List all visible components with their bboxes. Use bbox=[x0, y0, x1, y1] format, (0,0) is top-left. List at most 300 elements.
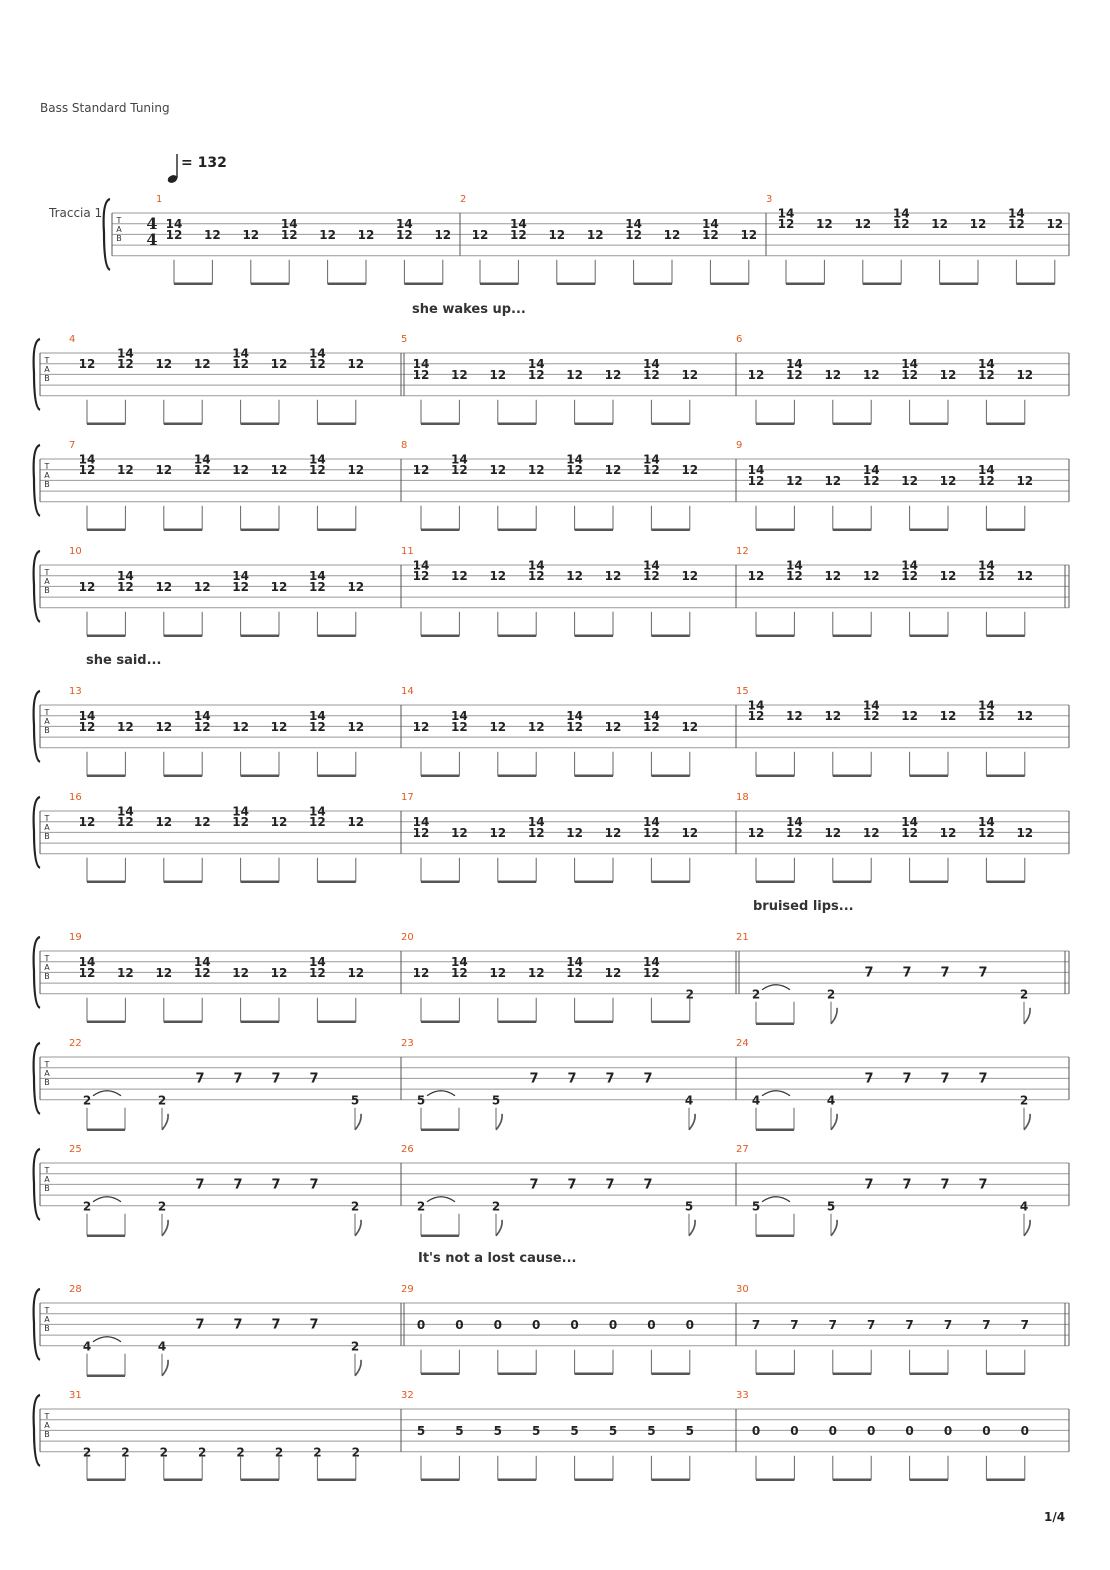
fret-number: 14 bbox=[892, 206, 910, 221]
fret-number: 12 bbox=[232, 965, 249, 980]
fret-number: 12 bbox=[489, 367, 507, 382]
tab-clef-letter: T bbox=[116, 216, 122, 225]
fret-number: 12 bbox=[489, 463, 507, 478]
fret-number: 12 bbox=[747, 709, 765, 724]
fret-number: 14 bbox=[643, 357, 660, 372]
system-brace bbox=[34, 691, 40, 762]
fret-number: 12 bbox=[892, 217, 910, 232]
fret-number: 14 bbox=[643, 955, 660, 970]
fret-number: 12 bbox=[309, 815, 326, 830]
measure-number: 11 bbox=[401, 546, 414, 557]
fret-number: 0 bbox=[905, 1423, 914, 1438]
fret-number: 2 bbox=[751, 987, 761, 1002]
fret-number: 12 bbox=[155, 463, 173, 478]
fret-number: 14 bbox=[117, 346, 134, 361]
fret-number: 12 bbox=[862, 367, 880, 382]
fret-number: 14 bbox=[527, 558, 545, 573]
fret-number: 2 bbox=[198, 1445, 207, 1460]
fret-number: 12 bbox=[117, 719, 134, 734]
measure-number: 30 bbox=[736, 1284, 749, 1295]
fret-number: 12 bbox=[777, 217, 795, 232]
fret-number: 12 bbox=[347, 719, 365, 734]
fret-number: 12 bbox=[270, 579, 288, 594]
fret-number: 12 bbox=[270, 719, 288, 734]
fret-number: 12 bbox=[862, 709, 880, 724]
fret-number: 7 bbox=[790, 1317, 799, 1332]
eighth-rest: 7 bbox=[643, 1071, 653, 1087]
fret-number: 12 bbox=[232, 357, 249, 372]
fret-number: 14 bbox=[232, 346, 249, 361]
fret-number: 12 bbox=[681, 719, 699, 734]
fret-number: 14 bbox=[412, 558, 430, 573]
fret-number: 12 bbox=[527, 719, 545, 734]
tab-clef-letter: B bbox=[44, 480, 50, 489]
fret-number: 12 bbox=[510, 227, 527, 242]
eighth-rest: 7 bbox=[940, 1071, 950, 1087]
fret-number: 12 bbox=[747, 367, 765, 382]
fret-number: 12 bbox=[412, 825, 430, 840]
tempo-marking: = 132 bbox=[181, 155, 227, 171]
eighth-rest: 7 bbox=[567, 1071, 577, 1087]
fret-number: 2 bbox=[274, 1445, 284, 1460]
lyric-text: she wakes up... bbox=[412, 302, 526, 317]
tab-clef-letter: B bbox=[44, 726, 50, 735]
fret-number: 12 bbox=[242, 227, 260, 242]
fret-number: 2 bbox=[491, 1199, 501, 1214]
eighth-rest: 7 bbox=[529, 1071, 539, 1087]
fret-number: 14 bbox=[78, 955, 96, 970]
eighth-rest: 7 bbox=[940, 1177, 950, 1193]
time-signature-bottom: 4 bbox=[146, 230, 158, 249]
fret-number: 12 bbox=[117, 463, 134, 478]
fret-number: 12 bbox=[117, 815, 134, 830]
fret-number: 2 bbox=[350, 1199, 360, 1214]
tab-clef-letter: A bbox=[44, 365, 50, 374]
fret-number: 12 bbox=[270, 463, 288, 478]
fret-number: 12 bbox=[702, 227, 719, 242]
fret-number: 14 bbox=[625, 217, 642, 232]
fret-number: 14 bbox=[978, 558, 995, 573]
fret-number: 12 bbox=[786, 569, 803, 584]
fret-number: 14 bbox=[643, 709, 660, 724]
measure-number: 21 bbox=[736, 932, 749, 943]
tab-clef-letter: T bbox=[44, 568, 50, 577]
fret-number: 12 bbox=[155, 579, 173, 594]
fret-number: 14 bbox=[309, 709, 326, 724]
fret-number: 0 bbox=[647, 1317, 656, 1332]
measure-number: 15 bbox=[736, 686, 749, 697]
fret-number: 2 bbox=[121, 1445, 130, 1460]
fret-number: 12 bbox=[412, 569, 430, 584]
tab-clef-letter: T bbox=[44, 1060, 50, 1069]
fret-number: 12 bbox=[901, 473, 918, 488]
measure-number: 24 bbox=[736, 1038, 749, 1049]
fret-number: 0 bbox=[943, 1423, 953, 1438]
fret-number: 2 bbox=[159, 1445, 168, 1460]
fret-number: 12 bbox=[566, 367, 583, 382]
measure-number: 6 bbox=[736, 334, 743, 345]
eighth-flag bbox=[355, 1220, 361, 1236]
fret-number: 14 bbox=[527, 357, 545, 372]
fret-number: 5 bbox=[751, 1199, 761, 1214]
fret-number: 5 bbox=[608, 1423, 618, 1438]
fret-number: 12 bbox=[978, 367, 995, 382]
page-number: 1/4 bbox=[1044, 1510, 1066, 1524]
fret-number: 0 bbox=[867, 1423, 876, 1438]
fret-number: 14 bbox=[566, 709, 583, 724]
fret-number: 14 bbox=[193, 955, 211, 970]
fret-number: 12 bbox=[309, 357, 326, 372]
system-brace bbox=[34, 1289, 40, 1360]
measure-number: 17 bbox=[401, 792, 414, 803]
tab-clef-letter: B bbox=[44, 1078, 50, 1087]
fret-number: 12 bbox=[232, 463, 249, 478]
fret-number: 12 bbox=[78, 965, 96, 980]
fret-number: 12 bbox=[270, 815, 288, 830]
measure-number: 28 bbox=[69, 1284, 82, 1295]
fret-number: 12 bbox=[396, 227, 413, 242]
fret-number: 12 bbox=[527, 965, 545, 980]
fret-number: 0 bbox=[982, 1423, 991, 1438]
tab-clef-letter: T bbox=[44, 1306, 50, 1315]
fret-number: 5 bbox=[684, 1199, 694, 1214]
fret-number: 12 bbox=[1016, 709, 1034, 724]
tuning-label: Bass Standard Tuning bbox=[40, 101, 170, 115]
fret-number: 14 bbox=[117, 804, 134, 819]
fret-number: 14 bbox=[862, 463, 880, 478]
fret-number: 12 bbox=[193, 965, 211, 980]
fret-number: 5 bbox=[491, 1093, 501, 1108]
eighth-rest: 7 bbox=[309, 1317, 319, 1333]
fret-number: 7 bbox=[943, 1317, 953, 1332]
fret-number: 14 bbox=[978, 815, 995, 830]
fret-number: 5 bbox=[532, 1423, 541, 1438]
eighth-flag bbox=[162, 1114, 168, 1130]
fret-number: 12 bbox=[604, 569, 622, 584]
fret-number: 12 bbox=[931, 217, 948, 232]
tab-clef-letter: T bbox=[44, 954, 50, 963]
eighth-rest: 7 bbox=[271, 1317, 281, 1333]
fret-number: 12 bbox=[527, 569, 545, 584]
fret-number: 12 bbox=[939, 367, 957, 382]
fret-number: 14 bbox=[193, 709, 211, 724]
lyric-text: bruised lips... bbox=[753, 899, 854, 914]
fret-number: 5 bbox=[685, 1423, 694, 1438]
measure-number: 20 bbox=[401, 932, 414, 943]
measure-number: 26 bbox=[401, 1144, 414, 1155]
fret-number: 12 bbox=[347, 579, 365, 594]
tab-clef-letter: B bbox=[44, 586, 50, 595]
eighth-rest: 7 bbox=[978, 965, 988, 981]
fret-number: 14 bbox=[412, 357, 430, 372]
tab-clef-letter: A bbox=[44, 1175, 50, 1184]
tab-clef-letter: T bbox=[44, 1166, 50, 1175]
eighth-rest: 7 bbox=[309, 1071, 319, 1087]
fret-number: 12 bbox=[978, 825, 995, 840]
fret-number: 12 bbox=[117, 579, 134, 594]
lyric-text: It's not a lost cause... bbox=[418, 1251, 577, 1266]
fret-number: 12 bbox=[901, 709, 918, 724]
fret-number: 12 bbox=[270, 965, 288, 980]
fret-number: 12 bbox=[309, 965, 326, 980]
fret-number: 12 bbox=[489, 569, 507, 584]
fret-number: 12 bbox=[280, 227, 298, 242]
eighth-flag bbox=[162, 1360, 168, 1376]
fret-number: 12 bbox=[663, 227, 681, 242]
fret-number: 12 bbox=[155, 719, 173, 734]
fret-number: 5 bbox=[455, 1423, 464, 1438]
fret-number: 14 bbox=[451, 452, 468, 467]
fret-number: 12 bbox=[489, 719, 507, 734]
fret-number: 12 bbox=[625, 227, 642, 242]
measure-number: 3 bbox=[766, 194, 773, 205]
measure-number: 25 bbox=[69, 1144, 82, 1155]
fret-number: 12 bbox=[527, 367, 545, 382]
eighth-rest: 7 bbox=[195, 1177, 205, 1193]
fret-number: 14 bbox=[786, 558, 803, 573]
measure-number: 31 bbox=[69, 1390, 82, 1401]
tab-clef-letter: T bbox=[44, 1412, 50, 1421]
lyric-text: she said... bbox=[86, 653, 162, 668]
fret-number: 2 bbox=[351, 1445, 360, 1460]
fret-number: 12 bbox=[939, 473, 957, 488]
system-brace bbox=[34, 1395, 40, 1466]
fret-number: 12 bbox=[232, 815, 249, 830]
fret-number: 12 bbox=[412, 463, 430, 478]
fret-number: 12 bbox=[155, 815, 173, 830]
tie bbox=[93, 1091, 121, 1096]
fret-number: 0 bbox=[570, 1317, 579, 1332]
measure-number: 23 bbox=[401, 1038, 414, 1049]
fret-number: 2 bbox=[313, 1445, 322, 1460]
fret-number: 12 bbox=[1016, 473, 1034, 488]
measure-number: 33 bbox=[736, 1390, 749, 1401]
fret-number: 12 bbox=[824, 473, 842, 488]
fret-number: 14 bbox=[193, 452, 211, 467]
fret-number: 12 bbox=[901, 569, 918, 584]
fret-number: 12 bbox=[347, 463, 365, 478]
fret-number: 14 bbox=[232, 804, 249, 819]
tab-clef-letter: B bbox=[116, 234, 122, 243]
system-brace bbox=[34, 937, 40, 1008]
fret-number: 12 bbox=[643, 719, 660, 734]
fret-number: 0 bbox=[828, 1423, 837, 1438]
system-brace bbox=[34, 797, 40, 868]
fret-number: 14 bbox=[510, 217, 527, 232]
system-brace bbox=[104, 199, 110, 270]
eighth-rest: 7 bbox=[864, 1177, 874, 1193]
eighth-flag bbox=[689, 1114, 695, 1130]
fret-number: 12 bbox=[412, 367, 430, 382]
fret-number: 12 bbox=[451, 367, 468, 382]
fret-number: 12 bbox=[740, 227, 758, 242]
fret-number: 12 bbox=[566, 463, 583, 478]
fret-number: 4 bbox=[1019, 1199, 1029, 1214]
system-brace bbox=[34, 1149, 40, 1220]
tab-clef-letter: T bbox=[44, 356, 50, 365]
measure-number: 1 bbox=[156, 194, 163, 205]
fret-number: 12 bbox=[786, 825, 803, 840]
fret-number: 0 bbox=[751, 1423, 761, 1438]
fret-number: 5 bbox=[570, 1423, 579, 1438]
fret-number: 7 bbox=[828, 1317, 837, 1332]
measure-number: 4 bbox=[69, 334, 76, 345]
system-brace bbox=[34, 551, 40, 622]
fret-number: 14 bbox=[978, 463, 995, 478]
fret-number: 12 bbox=[824, 825, 842, 840]
fret-number: 12 bbox=[747, 825, 765, 840]
fret-number: 5 bbox=[826, 1199, 836, 1214]
fret-number: 14 bbox=[309, 569, 326, 584]
fret-number: 12 bbox=[347, 357, 365, 372]
measure-number: 13 bbox=[69, 686, 82, 697]
measure-number: 27 bbox=[736, 1144, 749, 1155]
fret-number: 12 bbox=[451, 825, 468, 840]
fret-number: 12 bbox=[681, 463, 699, 478]
fret-number: 0 bbox=[416, 1317, 426, 1332]
fret-number: 12 bbox=[117, 357, 134, 372]
fret-number: 0 bbox=[685, 1317, 694, 1332]
fret-number: 2 bbox=[685, 987, 694, 1002]
tie bbox=[762, 1091, 790, 1096]
system-brace bbox=[34, 339, 40, 410]
fret-number: 12 bbox=[901, 825, 918, 840]
fret-number: 12 bbox=[901, 367, 918, 382]
fret-number: 14 bbox=[1008, 206, 1025, 221]
eighth-rest: 7 bbox=[605, 1071, 615, 1087]
tab-clef-letter: A bbox=[44, 963, 50, 972]
fret-number: 12 bbox=[939, 825, 957, 840]
fret-number: 0 bbox=[532, 1317, 541, 1332]
fret-number: 12 bbox=[862, 473, 880, 488]
fret-number: 12 bbox=[357, 227, 375, 242]
system-brace bbox=[34, 445, 40, 516]
fret-number: 14 bbox=[566, 955, 583, 970]
fret-number: 7 bbox=[867, 1317, 876, 1332]
fret-number: 12 bbox=[643, 463, 660, 478]
fret-number: 12 bbox=[862, 825, 880, 840]
fret-number: 14 bbox=[309, 955, 326, 970]
fret-number: 14 bbox=[978, 357, 995, 372]
fret-number: 12 bbox=[566, 719, 583, 734]
fret-number: 14 bbox=[165, 217, 183, 232]
eighth-rest: 7 bbox=[195, 1071, 205, 1087]
fret-number: 14 bbox=[777, 206, 795, 221]
fret-number: 12 bbox=[681, 825, 699, 840]
fret-number: 12 bbox=[566, 825, 583, 840]
eighth-rest: 7 bbox=[529, 1177, 539, 1193]
fret-number: 4 bbox=[751, 1093, 761, 1108]
fret-number: 12 bbox=[939, 569, 957, 584]
eighth-flag bbox=[162, 1220, 168, 1236]
fret-number: 2 bbox=[236, 1445, 245, 1460]
fret-number: 12 bbox=[347, 815, 365, 830]
fret-number: 14 bbox=[451, 955, 468, 970]
eighth-rest: 7 bbox=[233, 1071, 243, 1087]
measure-number: 22 bbox=[69, 1038, 82, 1049]
fret-number: 12 bbox=[451, 569, 468, 584]
fret-number: 12 bbox=[681, 367, 699, 382]
fret-number: 12 bbox=[566, 965, 583, 980]
fret-number: 12 bbox=[155, 965, 173, 980]
eighth-rest: 7 bbox=[643, 1177, 653, 1193]
fret-number: 12 bbox=[165, 227, 183, 242]
measure-number: 32 bbox=[401, 1390, 414, 1401]
eighth-flag bbox=[831, 1008, 837, 1024]
fret-number: 5 bbox=[416, 1423, 426, 1438]
fret-number: 14 bbox=[451, 709, 468, 724]
fret-number: 12 bbox=[78, 719, 96, 734]
fret-number: 14 bbox=[396, 217, 413, 232]
fret-number: 12 bbox=[643, 569, 660, 584]
fret-number: 12 bbox=[681, 569, 699, 584]
tie bbox=[427, 1091, 455, 1096]
fret-number: 12 bbox=[78, 357, 96, 372]
fret-number: 0 bbox=[790, 1423, 799, 1438]
fret-number: 14 bbox=[566, 452, 583, 467]
tab-clef-letter: B bbox=[44, 1430, 50, 1439]
tab-clef-letter: A bbox=[44, 1315, 50, 1324]
fret-number: 14 bbox=[117, 569, 134, 584]
fret-number: 14 bbox=[901, 357, 918, 372]
fret-number: 14 bbox=[978, 698, 995, 713]
eighth-rest: 7 bbox=[902, 1177, 912, 1193]
tab-clef-letter: A bbox=[44, 823, 50, 832]
eighth-rest: 7 bbox=[567, 1177, 577, 1193]
fret-number: 2 bbox=[157, 1199, 167, 1214]
fret-number: 12 bbox=[412, 965, 430, 980]
measure-number: 7 bbox=[69, 440, 76, 451]
measure-number: 16 bbox=[69, 792, 82, 803]
fret-number: 12 bbox=[193, 815, 211, 830]
fret-number: 12 bbox=[604, 825, 622, 840]
eighth-rest: 7 bbox=[195, 1317, 205, 1333]
eighth-flag bbox=[1024, 1114, 1030, 1130]
measure-number: 9 bbox=[736, 440, 743, 451]
fret-number: 12 bbox=[854, 217, 872, 232]
fret-number: 2 bbox=[1019, 1093, 1029, 1108]
fret-number: 12 bbox=[1016, 569, 1034, 584]
fret-number: 12 bbox=[747, 473, 765, 488]
fret-number: 12 bbox=[193, 463, 211, 478]
fret-number: 14 bbox=[232, 569, 249, 584]
tab-clef-letter: A bbox=[44, 717, 50, 726]
measure-number: 18 bbox=[736, 792, 749, 803]
eighth-rest: 7 bbox=[233, 1177, 243, 1193]
fret-number: 12 bbox=[978, 709, 995, 724]
fret-number: 5 bbox=[350, 1093, 360, 1108]
fret-number: 12 bbox=[347, 965, 365, 980]
fret-number: 12 bbox=[747, 569, 765, 584]
fret-number: 14 bbox=[901, 815, 918, 830]
fret-number: 14 bbox=[786, 815, 803, 830]
eighth-rest: 7 bbox=[271, 1071, 281, 1087]
tab-clef-letter: B bbox=[44, 374, 50, 383]
eighth-rest: 7 bbox=[864, 1071, 874, 1087]
tie bbox=[93, 1337, 121, 1342]
tie bbox=[93, 1197, 121, 1202]
tab-clef-letter: B bbox=[44, 972, 50, 981]
fret-number: 12 bbox=[78, 579, 96, 594]
fret-number: 14 bbox=[78, 709, 96, 724]
eighth-rest: 7 bbox=[271, 1177, 281, 1193]
fret-number: 12 bbox=[527, 463, 545, 478]
eighth-rest: 7 bbox=[940, 965, 950, 981]
eighth-flag bbox=[1024, 1008, 1030, 1024]
fret-number: 12 bbox=[193, 579, 211, 594]
fret-number: 12 bbox=[451, 463, 468, 478]
tie bbox=[762, 1197, 790, 1202]
